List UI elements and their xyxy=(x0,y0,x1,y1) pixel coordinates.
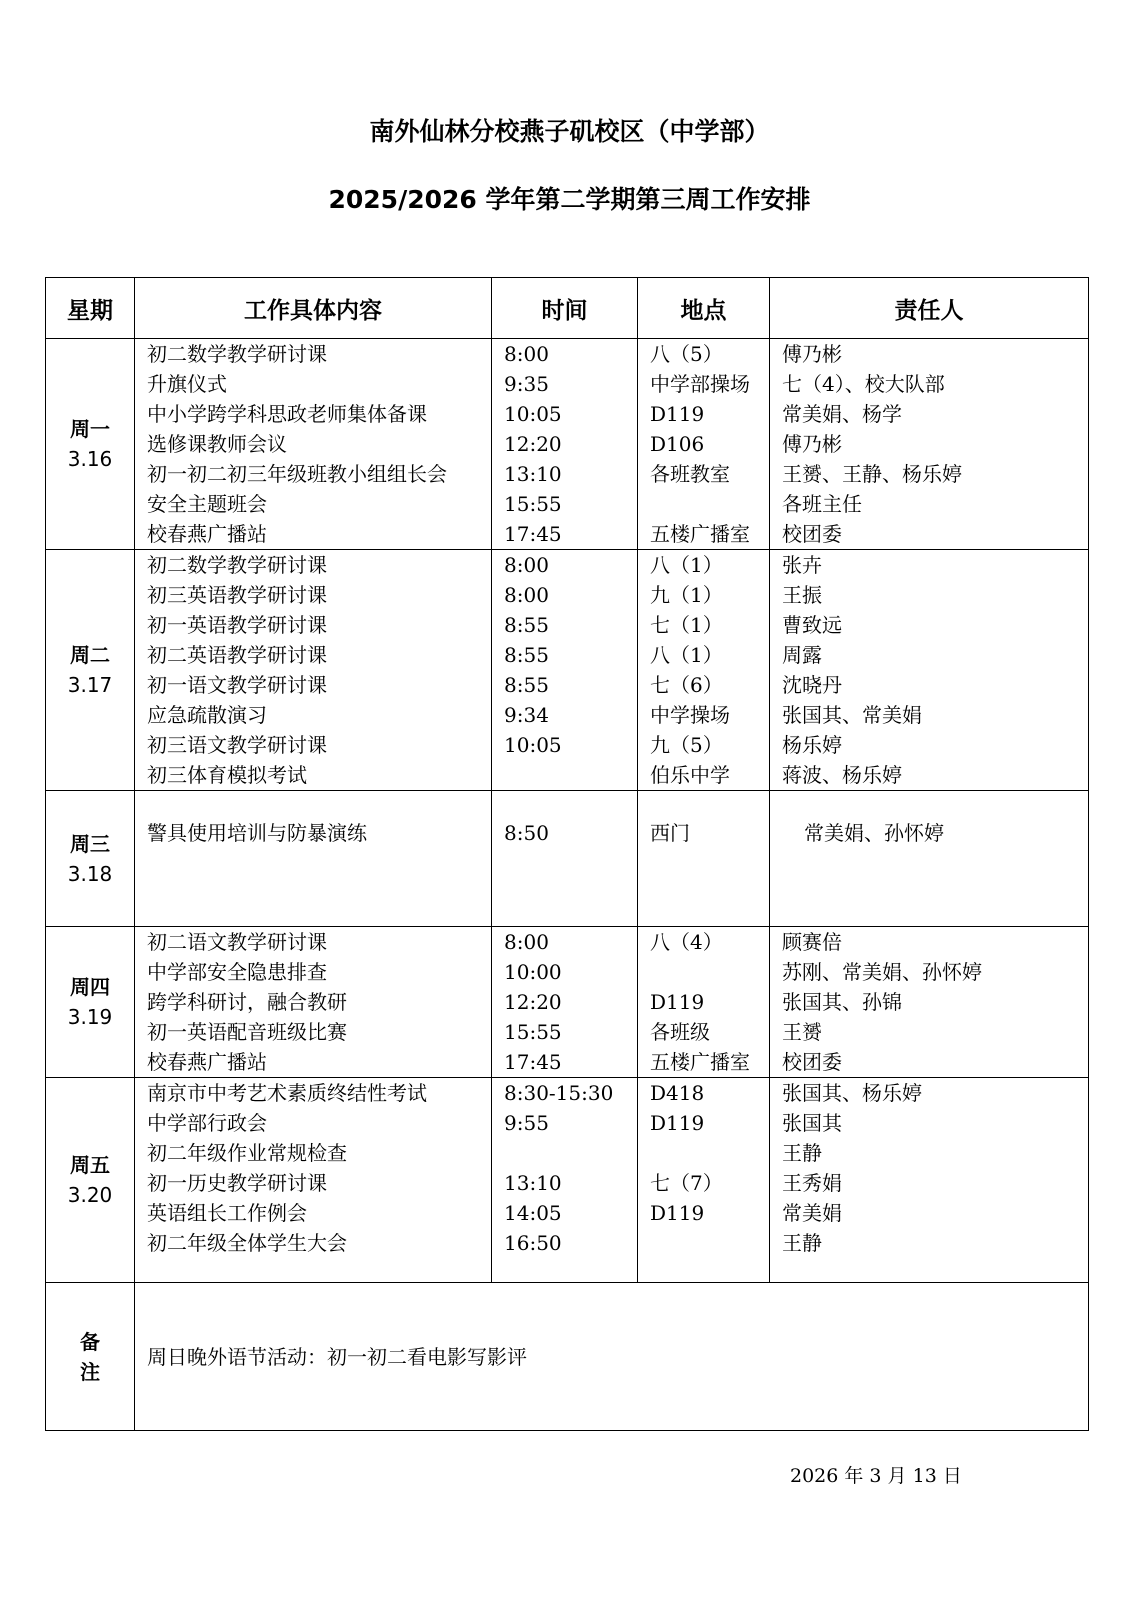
item-time: 8:00 xyxy=(504,553,549,577)
item-person: 苏刚、常美娟、孙怀婷 xyxy=(782,960,982,984)
item-content: 中学部行政会 xyxy=(147,1111,267,1135)
person-cell xyxy=(770,1078,1089,1283)
item-place xyxy=(638,957,769,987)
day-cell xyxy=(46,791,135,927)
item-person: 王静 xyxy=(782,1141,822,1165)
header-person: 责任人 xyxy=(770,278,1089,339)
day-name: 周三 xyxy=(70,831,110,856)
item-person: 常美娟、孙怀婷 xyxy=(804,821,944,845)
item-content: 英语组长工作例会 xyxy=(147,1201,307,1225)
item-content: 初二数学教学研讨课 xyxy=(147,553,327,577)
item-content: 初一历史教学研讨课 xyxy=(147,1171,327,1195)
item-person: 沈晓丹 xyxy=(782,673,842,697)
item-time: 17:45 xyxy=(504,522,562,546)
item-time: 8:55 xyxy=(504,613,549,637)
item-person: 校团委 xyxy=(782,522,842,546)
item-place: D119 xyxy=(650,1201,705,1225)
item-time xyxy=(492,760,637,790)
time-cell xyxy=(492,550,638,791)
item-person: 蒋波、杨乐婷 xyxy=(782,763,902,787)
item-place: 九（5） xyxy=(650,733,723,757)
item-content: 应急疏散演习 xyxy=(147,703,267,727)
place-cell xyxy=(638,927,770,1078)
item-person: 张卉 xyxy=(782,553,822,577)
item-person: 张国其 xyxy=(782,1111,842,1135)
item-content: 初二年级全体学生大会 xyxy=(147,1231,347,1255)
item-person: 傅乃彬 xyxy=(782,342,842,366)
place-cell xyxy=(638,1078,770,1283)
item-time: 16:50 xyxy=(504,1231,562,1255)
item-person: 曹致远 xyxy=(782,613,842,637)
item-time: 8:00 xyxy=(504,583,549,607)
day-name: 周五 xyxy=(70,1153,110,1177)
day-row xyxy=(46,550,1089,791)
item-person: 王赟 xyxy=(782,1020,822,1044)
item-time: 15:55 xyxy=(504,492,562,516)
day-row xyxy=(46,1078,1089,1283)
remarks-row xyxy=(46,1283,1089,1431)
item-place: 九（1） xyxy=(650,583,723,607)
schedule-body xyxy=(46,339,1089,1283)
item-person: 各班主任 xyxy=(782,492,862,516)
item-place: D106 xyxy=(650,432,705,456)
item-person: 傅乃彬 xyxy=(782,432,842,456)
item-content: 初二英语教学研讨课 xyxy=(147,643,327,667)
item-person: 王振 xyxy=(782,583,822,607)
item-time: 10:00 xyxy=(504,960,562,984)
content-cell xyxy=(135,550,492,791)
item-place: 中学操场 xyxy=(650,703,730,727)
item-content: 初一语文教学研讨课 xyxy=(147,673,327,697)
item-place: D119 xyxy=(650,990,705,1014)
item-time: 12:20 xyxy=(504,990,562,1014)
day-date: 3.18 xyxy=(67,861,113,886)
place-cell xyxy=(638,791,770,927)
header-day: 星期 xyxy=(46,278,135,339)
day-name: 周二 xyxy=(70,643,110,667)
item-place: 各班级 xyxy=(650,1020,710,1044)
content-cell xyxy=(135,1078,492,1283)
item-person: 七（4）、校大队部 xyxy=(782,372,945,396)
day-cell xyxy=(46,550,135,791)
item-person: 王静 xyxy=(782,1231,822,1255)
page-title: 南外仙林分校燕子矶校区（中学部） xyxy=(369,117,770,146)
item-content: 初二年级作业常规检查 xyxy=(147,1141,347,1165)
remarks-label-2: 注 xyxy=(80,1359,100,1384)
place-cell xyxy=(638,339,770,550)
day-date: 3.16 xyxy=(67,447,113,471)
day-date: 3.19 xyxy=(67,1005,113,1029)
item-time: 8:00 xyxy=(504,342,549,366)
item-time: 15:55 xyxy=(504,1020,562,1044)
item-content: 安全主题班会 xyxy=(147,492,267,516)
item-content: 警具使用培训与防暴演练 xyxy=(147,821,367,845)
page-subtitle: 2025/2026 学年第二学期第三周工作安排 xyxy=(328,185,811,214)
item-person: 顾赛倍 xyxy=(782,930,842,954)
item-place xyxy=(638,1228,769,1258)
day-row xyxy=(46,791,1089,927)
item-content: 初三体育模拟考试 xyxy=(147,763,307,787)
item-place: 七（7） xyxy=(650,1171,723,1195)
item-place: 西门 xyxy=(650,821,690,845)
item-person: 周露 xyxy=(782,643,822,667)
item-place: 七（6） xyxy=(650,673,723,697)
item-time: 8:00 xyxy=(504,930,549,954)
remarks-label-1: 备 xyxy=(80,1329,100,1354)
item-place: 七（1） xyxy=(650,613,723,637)
item-content: 初一初二初三年级班教小组组长会 xyxy=(147,462,447,486)
day-cell xyxy=(46,1078,135,1283)
item-person: 常美娟、杨学 xyxy=(782,402,902,426)
item-content: 中学部安全隐患排查 xyxy=(147,960,327,984)
item-content: 初一英语教学研讨课 xyxy=(147,613,327,637)
item-place: 各班教室 xyxy=(650,462,730,486)
item-content: 校春燕广播站 xyxy=(147,1050,267,1074)
item-person: 张国其、杨乐婷 xyxy=(782,1081,922,1105)
item-place: 八（4） xyxy=(650,930,723,954)
item-time: 9:55 xyxy=(504,1111,549,1135)
day-cell xyxy=(46,927,135,1078)
header-place: 地点 xyxy=(638,278,770,339)
item-place: 五楼广播室 xyxy=(650,522,750,546)
time-cell xyxy=(492,1078,638,1283)
item-place: D119 xyxy=(650,402,705,426)
day-cell xyxy=(46,339,135,550)
item-time xyxy=(492,1138,637,1168)
content-cell xyxy=(135,927,492,1078)
remarks-label xyxy=(46,1283,135,1431)
person-cell xyxy=(770,791,1089,927)
item-time: 8:30-15:30 xyxy=(504,1081,614,1105)
day-name: 周一 xyxy=(70,417,110,441)
item-person: 王秀娟 xyxy=(782,1171,842,1195)
person-cell xyxy=(770,927,1089,1078)
item-content: 初二数学教学研讨课 xyxy=(147,342,327,366)
item-content: 选修课教师会议 xyxy=(147,432,287,456)
place-cell xyxy=(638,550,770,791)
item-place: 伯乐中学 xyxy=(650,763,730,787)
item-content: 初三语文教学研讨课 xyxy=(147,733,327,757)
item-place: 中学部操场 xyxy=(650,372,750,396)
item-time: 14:05 xyxy=(504,1201,562,1225)
item-content: 初三英语教学研讨课 xyxy=(147,583,327,607)
item-time: 10:05 xyxy=(504,402,562,426)
item-place xyxy=(638,489,769,519)
item-place: 八（5） xyxy=(650,342,723,366)
day-date: 3.20 xyxy=(67,1183,113,1207)
item-person: 常美娟 xyxy=(782,1201,842,1225)
item-time: 10:05 xyxy=(504,733,562,757)
item-person: 张国其、常美娟 xyxy=(782,703,922,727)
item-time: 8:50 xyxy=(504,821,549,845)
item-time: 9:34 xyxy=(504,703,549,727)
item-content: 跨学科研讨，融合教研 xyxy=(147,990,347,1014)
time-cell xyxy=(492,791,638,927)
day-row xyxy=(46,339,1089,550)
item-content: 初二语文教学研讨课 xyxy=(147,930,327,954)
item-content: 校春燕广播站 xyxy=(147,522,267,546)
remarks-cell xyxy=(135,1283,1089,1431)
content-cell xyxy=(135,791,492,927)
item-time: 12:20 xyxy=(504,432,562,456)
item-person: 张国其、孙锦 xyxy=(782,990,902,1014)
item-place: 八（1） xyxy=(650,553,723,577)
item-place: 五楼广播室 xyxy=(650,1050,750,1074)
item-time: 9:35 xyxy=(504,372,549,396)
item-time: 13:10 xyxy=(504,1171,562,1195)
date-footer: 2026 年 3 月 13 日 xyxy=(790,1465,962,1487)
item-person: 王赟、王静、杨乐婷 xyxy=(782,462,962,486)
remarks-text: 周日晚外语节活动：初一初二看电影写影评 xyxy=(147,1344,527,1369)
item-content: 初一英语配音班级比赛 xyxy=(147,1020,347,1044)
person-cell xyxy=(770,550,1089,791)
item-time: 8:55 xyxy=(504,643,549,667)
header-content: 工作具体内容 xyxy=(135,278,492,339)
item-person: 校团委 xyxy=(782,1050,842,1074)
item-time: 8:55 xyxy=(504,673,549,697)
item-place: 八（1） xyxy=(650,643,723,667)
item-time: 17:45 xyxy=(504,1050,562,1074)
content-cell xyxy=(135,339,492,550)
item-place xyxy=(638,1138,769,1168)
item-content: 升旗仪式 xyxy=(147,372,227,396)
item-person: 杨乐婷 xyxy=(782,733,842,757)
time-cell xyxy=(492,339,638,550)
item-content: 南京市中考艺术素质终结性考试 xyxy=(147,1081,427,1105)
item-place: D119 xyxy=(650,1111,705,1135)
person-cell xyxy=(770,339,1089,550)
item-time: 13:10 xyxy=(504,462,562,486)
item-place: D418 xyxy=(650,1081,705,1105)
day-row xyxy=(46,927,1089,1078)
schedule-table xyxy=(45,277,1089,1431)
header-row xyxy=(46,278,1089,339)
day-date: 3.17 xyxy=(67,673,113,697)
time-cell xyxy=(492,927,638,1078)
header-time: 时间 xyxy=(492,278,638,339)
item-content: 中小学跨学科思政老师集体备课 xyxy=(147,402,427,426)
day-name: 周四 xyxy=(70,975,110,999)
